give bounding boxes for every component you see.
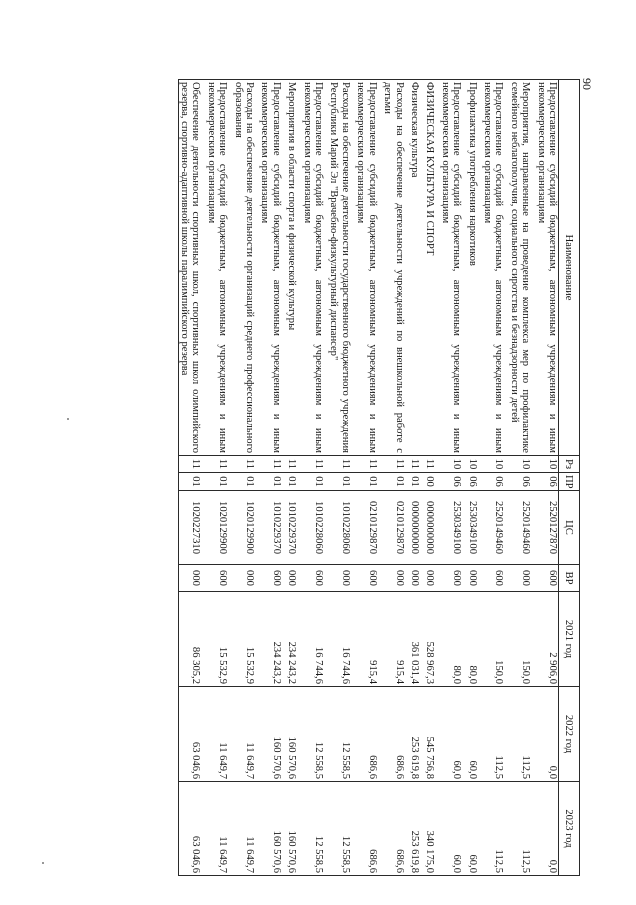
cell-rz: 11 [382,456,409,473]
cell-vr: 600 [259,565,286,592]
cell-2021: 150,0 [482,592,509,687]
cell-cs: 2530349100 [439,491,466,565]
cell-2022: 112,5 [482,687,509,782]
cell-vr: 000 [178,565,205,592]
table-row [409,80,424,876]
cell-vr: 600 [535,565,558,592]
cell-2022: 11 649,7 [205,687,232,782]
cell-2021: 915,4 [382,592,409,687]
cell-2022: 11 649,7 [232,687,259,782]
cell-vr: 000 [382,565,409,592]
cell-name: Мероприятия в области спорта и физической культуры [286,80,301,456]
col-header-cs: ЦС [559,491,580,565]
cell-cs: 0000000000 [424,491,439,565]
cell-vr: 000 [232,565,259,592]
cell-pr: 01 [328,473,355,491]
cell-pr: 01 [286,473,301,491]
cell-pr: 06 [466,473,481,491]
cell-cs: 0210129870 [382,491,409,565]
table-row [482,80,509,876]
cell-2022: 253 619,8 [409,687,424,782]
cell-pr: 01 [232,473,259,491]
col-header-2022: 2022 год [559,687,580,782]
cell-cs: 1010228060 [328,491,355,565]
cell-2021: 234 243,2 [286,592,301,687]
cell-rz: 11 [409,456,424,473]
cell-vr: 600 [439,565,466,592]
cell-2021: 915,4 [355,592,382,687]
cell-2022: 12 558,5 [301,687,328,782]
cell-cs: 2530349100 [466,491,481,565]
table-row [355,80,382,876]
cell-rz: 10 [535,456,558,473]
table-row [508,80,535,876]
cell-name: Предоставление субсидий бюджетным, автономным учреждениям и иным некоммерческим организациям [482,80,509,456]
cell-2023: 112,5 [508,782,535,876]
cell-cs: 1010229370 [286,491,301,565]
cell-2021: 80,0 [466,592,481,687]
cell-name: Физическая культура [409,80,424,456]
cell-pr: 06 [535,473,558,491]
cell-2021: 16 744,6 [301,592,328,687]
cell-vr: 600 [482,565,509,592]
cell-2023: 11 649,7 [232,782,259,876]
cell-pr: 06 [439,473,466,491]
cell-2022: 63 046,6 [178,687,205,782]
table-row [301,80,328,876]
table-row [286,80,301,876]
cell-cs: 2520149460 [482,491,509,565]
table-row [382,80,409,876]
col-header-rz: Рз [559,456,580,473]
cell-2021: 2 906,0 [535,592,558,687]
cell-cs: 1010228060 [301,491,328,565]
cell-2022: 160 570,6 [286,687,301,782]
cell-2022: 60,0 [466,687,481,782]
cell-pr: 00 [424,473,439,491]
cell-cs: 2520149460 [508,491,535,565]
page-number: 90 [580,78,594,90]
cell-2023: 160 570,6 [286,782,301,876]
cell-name: Расходы на обеспечение деятельности государственного бюджетного учреждения Республики Марий Эл "Врачебно-физкультурный диспансер" [328,80,355,456]
cell-pr: 01 [382,473,409,491]
cell-2021: 234 243,2 [259,592,286,687]
cell-pr: 06 [482,473,509,491]
cell-2021: 150,0 [508,592,535,687]
scan-speck [42,862,44,864]
col-header-2023: 2023 год [559,782,580,876]
cell-cs: 2520127870 [535,491,558,565]
cell-rz: 11 [424,456,439,473]
cell-pr: 01 [301,473,328,491]
cell-2021: 361 031,4 [409,592,424,687]
table-row [259,80,286,876]
cell-2023: 160 570,6 [259,782,286,876]
cell-name: Расходы на обеспечение деятельности учреждений по внешкольной работе с детьми [382,80,409,456]
cell-2023: 686,6 [355,782,382,876]
cell-pr: 06 [508,473,535,491]
cell-2021: 16 744,6 [328,592,355,687]
col-header-pr: ПР [559,473,580,491]
cell-rz: 10 [466,456,481,473]
cell-2022: 112,5 [508,687,535,782]
budget-table [178,79,580,876]
cell-pr: 01 [409,473,424,491]
col-header-name: Наименование [559,80,580,456]
table-row [205,80,232,876]
cell-2023: 112,5 [482,782,509,876]
cell-2022: 545 756,8 [424,687,439,782]
cell-pr: 01 [205,473,232,491]
cell-pr: 01 [178,473,205,491]
table-row [178,80,205,876]
cell-2022: 160 570,6 [259,687,286,782]
cell-name: Профилактика употребления наркотиков [466,80,481,456]
cell-vr: 000 [409,565,424,592]
cell-2021: 86 305,2 [178,592,205,687]
cell-name: Предоставление субсидий бюджетным, автономным учреждениям и иным некоммерческим организациям [301,80,328,456]
cell-rz: 11 [259,456,286,473]
cell-vr: 000 [466,565,481,592]
table-row [466,80,481,876]
cell-name: Мероприятия, направленные на проведение комплекса мер по профилактике семейного неблагополучия, социального сиротства и безнадзорности детей [508,80,535,456]
cell-pr: 01 [355,473,382,491]
cell-rz: 11 [301,456,328,473]
cell-name: Предоставление субсидий бюджетным, автономным учреждениям и иным некоммерческим организациям [355,80,382,456]
cell-cs: 1020129900 [232,491,259,565]
cell-vr: 000 [508,565,535,592]
cell-2022: 686,6 [382,687,409,782]
cell-2023: 12 558,5 [328,782,355,876]
cell-vr: 000 [328,565,355,592]
cell-2023: 11 649,7 [205,782,232,876]
table-header-row [559,80,580,876]
cell-name: Предоставление субсидий бюджетным, автономным учреждениям и иным некоммерческим организациям [205,80,232,456]
cell-vr: 600 [355,565,382,592]
cell-2022: 0,0 [535,687,558,782]
cell-vr: 000 [286,565,301,592]
cell-vr: 600 [301,565,328,592]
cell-2023: 63 046,6 [178,782,205,876]
table-row [424,80,439,876]
cell-rz: 10 [439,456,466,473]
budget-table-rotated [80,79,580,875]
cell-pr: 01 [259,473,286,491]
cell-2023: 253 619,8 [409,782,424,876]
cell-2021: 15 532,9 [232,592,259,687]
cell-rz: 11 [355,456,382,473]
cell-rz: 11 [328,456,355,473]
cell-2022: 686,6 [355,687,382,782]
cell-name: Предоставление субсидий бюджетным, автономным учреждениям и иным некоммерческим организациям [259,80,286,456]
cell-rz: 10 [508,456,535,473]
cell-2021: 80,0 [439,592,466,687]
cell-name: ФИЗИЧЕСКАЯ КУЛЬТУРА И СПОРТ [424,80,439,456]
cell-2023: 0,0 [535,782,558,876]
cell-rz: 11 [178,456,205,473]
col-header-2021: 2021 год [559,592,580,687]
cell-rz: 11 [232,456,259,473]
cell-cs: 1020227310 [178,491,205,565]
col-header-vr: ВР [559,565,580,592]
cell-2023: 686,6 [382,782,409,876]
cell-cs: 1010229370 [259,491,286,565]
cell-cs: 1020129900 [205,491,232,565]
table-row [535,80,558,876]
cell-2021: 528 967,3 [424,592,439,687]
cell-2022: 60,0 [439,687,466,782]
cell-2023: 12 558,5 [301,782,328,876]
cell-name: Предоставление субсидий бюджетным, автономным учреждениям и иным некоммерческим организациям [535,80,558,456]
cell-cs: 0000000000 [409,491,424,565]
cell-2023: 60,0 [466,782,481,876]
cell-cs: 0210129870 [355,491,382,565]
cell-name: Предоставление субсидий бюджетным, автономным учреждениям и иным некоммерческим организациям [439,80,466,456]
cell-name: Обеспечение деятельности спортивных школ, спортивных школ олимпийского резерва, спортивно-адаптивной школы паралимпийского резерва [178,80,205,456]
cell-2022: 12 558,5 [328,687,355,782]
table-row [439,80,466,876]
cell-vr: 000 [424,565,439,592]
cell-vr: 600 [205,565,232,592]
cell-rz: 11 [205,456,232,473]
cell-rz: 10 [482,456,509,473]
cell-rz: 11 [286,456,301,473]
cell-2021: 15 532,9 [205,592,232,687]
table-row [232,80,259,876]
scan-speck [67,418,69,420]
table-row [328,80,355,876]
cell-2023: 60,0 [439,782,466,876]
cell-2023: 340 175,0 [424,782,439,876]
cell-name: Расходы на обеспечение деятельности организаций среднего профессионального образования [232,80,259,456]
